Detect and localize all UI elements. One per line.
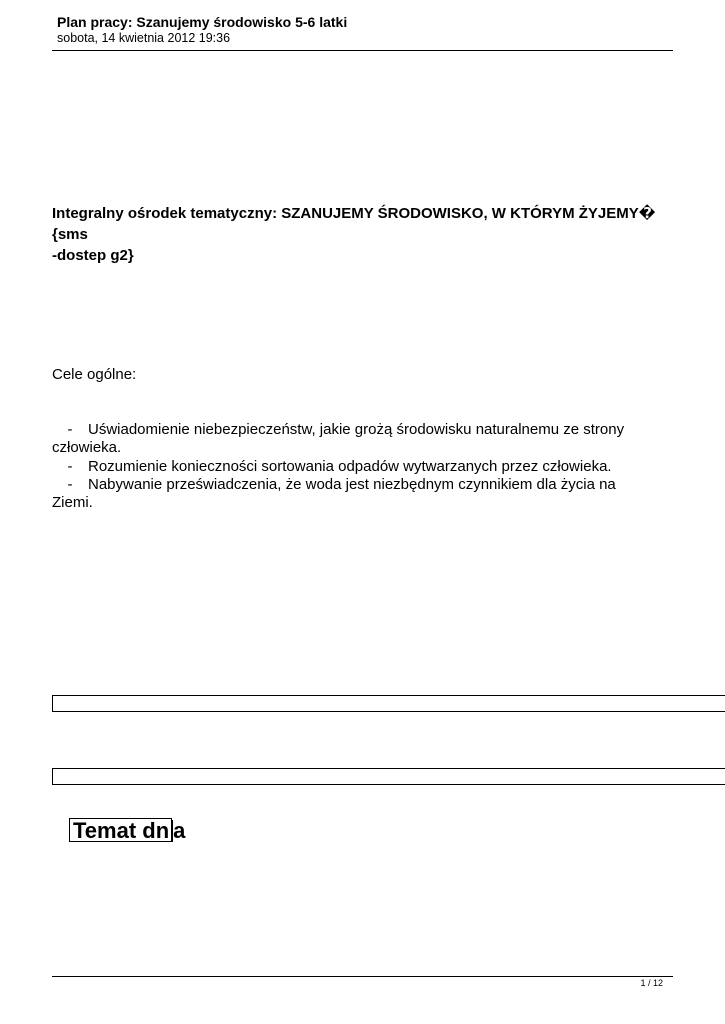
document-date: sobota, 14 kwietnia 2012 19:36 bbox=[57, 31, 231, 45]
goals-list bbox=[52, 421, 652, 512]
header-divider bbox=[52, 50, 673, 51]
goal-text: człowieka. bbox=[52, 439, 122, 457]
page-number: 1 / 12 bbox=[640, 978, 663, 988]
empty-table-row bbox=[52, 768, 725, 785]
goal-text: Nabywanie przeświadczenia, że woda jest niezbędnym czynnikiem dla życia na Ziemi. bbox=[52, 475, 616, 512]
goal-bullet: - bbox=[67, 421, 73, 438]
section-heading-boxed: Temat dn bbox=[69, 818, 172, 842]
topic-heading-line-2: -dostep g2} bbox=[52, 247, 134, 264]
goal-item bbox=[52, 476, 652, 513]
goal-bullet: - bbox=[67, 475, 73, 493]
section-heading-tail: a bbox=[173, 818, 186, 843]
document-title: Plan pracy: Szanujemy środowisko 5-6 latki bbox=[57, 14, 348, 30]
empty-table-row bbox=[52, 695, 725, 712]
goal-text: Rozumienie konieczności sortowania odpadów wytwarzanych przez człowieka. bbox=[88, 457, 612, 475]
topic-heading-line-1: Integralny ośrodek tematyczny: SZANUJEMY ŚRODOWISKO, W KTÓRYM ŻYJEMY� {sms bbox=[52, 205, 656, 243]
goal-text: Uświadomienie niebezpieczeństw, jakie grożą środowisku naturalnemu ze strony bbox=[88, 421, 625, 438]
goal-item bbox=[52, 421, 652, 439]
section-heading bbox=[69, 818, 185, 844]
goal-bullet: - bbox=[67, 457, 73, 475]
footer-divider bbox=[52, 976, 673, 977]
goals-label: Cele ogólne: bbox=[52, 366, 137, 383]
goal-item-continuation bbox=[52, 439, 652, 457]
topic-heading bbox=[52, 203, 682, 266]
goal-item bbox=[52, 458, 652, 476]
